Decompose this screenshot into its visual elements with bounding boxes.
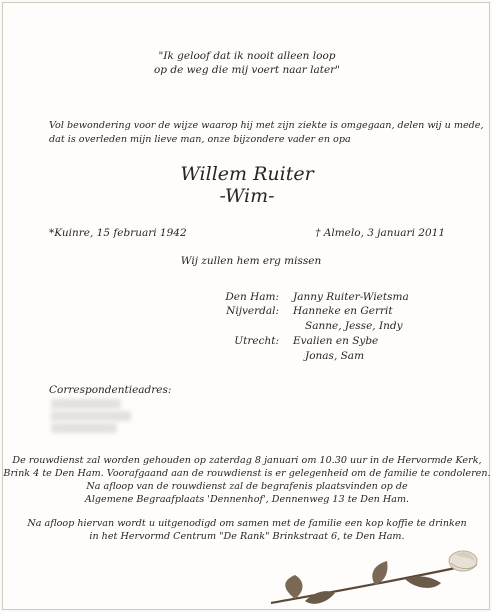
- coffee-line-2: in het Hervormd Centrum "De Rank" Brinkstraat 6, te Den Ham.: [89, 531, 405, 542]
- redacted-address-line-2: [51, 411, 131, 421]
- intro-line-2: dat is overleden mijn lieve man, onze bijzondere vader en opa: [49, 134, 351, 145]
- deceased-name: Willem Ruiter: [180, 163, 314, 185]
- memorial-card: [2, 2, 490, 610]
- redacted-address-line-1: [51, 399, 121, 409]
- miss-line: Wij zullen hem erg missen: [180, 255, 322, 267]
- service-line-2: Brink 4 te Den Ham. Voorafgaand aan de rouwdienst is er gelegenheid om de familie te condoleren.: [3, 468, 491, 479]
- family-names-nijverdal: Hanneke en Gerrit: [293, 305, 393, 317]
- birth-info: *Kuinre, 15 februari 1942: [49, 227, 187, 239]
- service-line-1: De rouwdienst zal worden gehouden op zaterdag 8 januari om 10.30 uur in de Hervormde Kerk,: [12, 455, 482, 466]
- family-place-nijverdal: Nijverdal:: [226, 305, 279, 317]
- family-kids-utrecht: Jonas, Sam: [305, 350, 365, 362]
- family-names-den-ham: Janny Ruiter-Wietsma: [293, 291, 409, 303]
- correspondence-label: Correspondentieadres:: [49, 384, 172, 396]
- redacted-address-line-3: [51, 423, 117, 433]
- coffee-line-1: Na afloop hiervan wordt u uitgenodigd om samen met de familie een kop koffie te drinken: [27, 518, 467, 529]
- quote-line-2: op de weg die mij voert naar later": [153, 64, 341, 76]
- death-info: † Almelo, 3 januari 2011: [315, 227, 445, 239]
- family-place-utrecht: Utrecht:: [234, 335, 279, 347]
- deceased-nickname: -Wim-: [219, 185, 275, 207]
- quote-line-1: "Ik geloof dat ik nooit alleen loop: [158, 50, 336, 62]
- rose-illustration: [265, 545, 487, 609]
- service-line-3: Na afloop van de rouwdienst zal de begrafenis plaatsvinden op de: [86, 481, 408, 492]
- intro-line-1: Vol bewondering voor de wijze waarop hij met zijn ziekte is omgegaan, delen wij u mede,: [49, 120, 484, 131]
- family-kids-nijverdal: Sanne, Jesse, Indy: [305, 320, 403, 332]
- service-line-4: Algemene Begraafplaats 'Dennenhof', Dennenweg 13 te Den Ham.: [84, 494, 410, 505]
- family-place-den-ham: Den Ham:: [225, 291, 279, 303]
- family-names-utrecht: Evalien en Sybe: [293, 335, 379, 347]
